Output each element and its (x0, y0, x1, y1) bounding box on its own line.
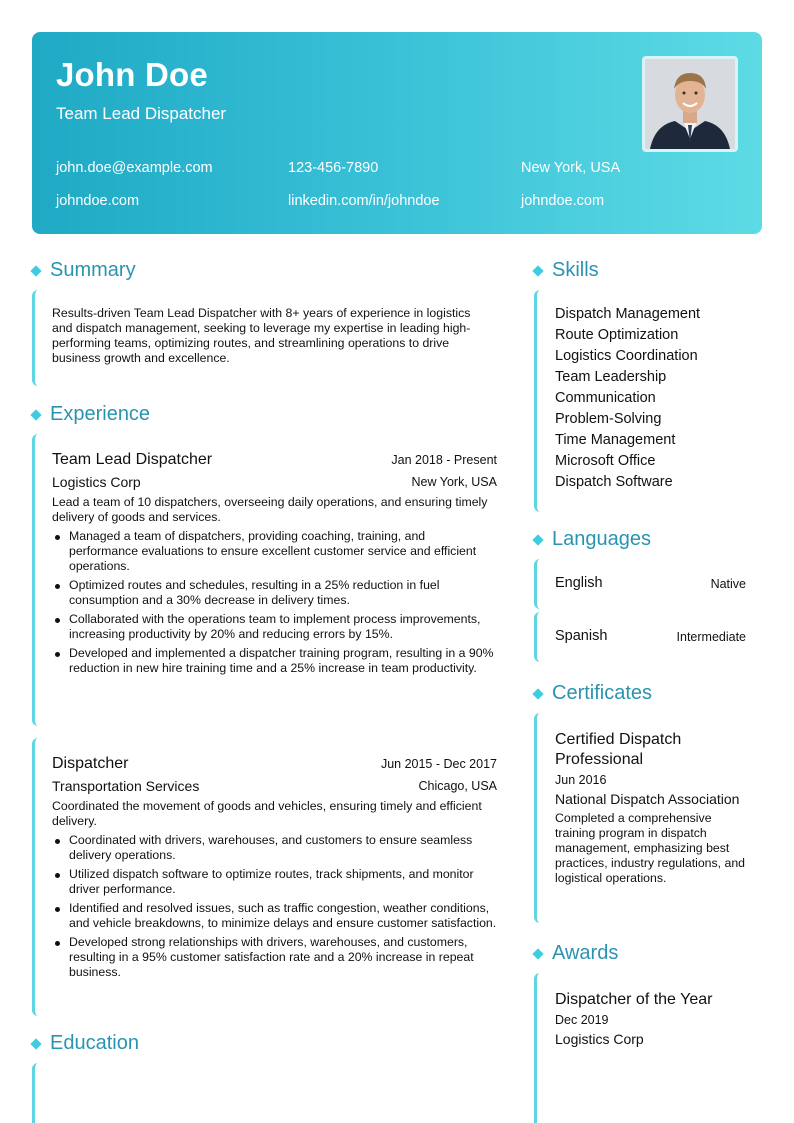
skill-item: Route Optimization (555, 327, 679, 343)
summary-text: Results-driven Team Lead Dispatcher with 8+ years of experience in logistics and dispatch management, seeking to leverage my expertise in leading high-performing teams, optimizing routes, and streamlining operations to drive business growth and excellence. (52, 306, 471, 365)
contact-linkedin[interactable]: linkedin.com/in/johndoe (288, 193, 440, 209)
job-bullets (52, 833, 497, 980)
language-item (534, 612, 762, 662)
section-skills (532, 259, 599, 282)
skill-item: Time Management (555, 432, 676, 448)
award-title: Dispatcher of the Year (555, 991, 713, 1008)
language-item (534, 559, 762, 609)
section-certificates (532, 682, 652, 705)
skill-item: Problem-Solving (555, 411, 662, 427)
job-bullet: Developed and implemented a dispatcher training program, resulting in a 90% reduction in new hire training time and a 25% increase in team productivity. (52, 646, 497, 676)
candidate-name: John Doe (56, 56, 208, 93)
profile-photo (642, 56, 738, 152)
award-issuer: Logistics Corp (555, 1031, 644, 1047)
contact-website-secondary[interactable]: johndoe.com (521, 193, 605, 209)
certificate-title: Certified Dispatch Professional (555, 731, 682, 768)
contact-location: New York, USA (521, 160, 621, 176)
candidate-role: Team Lead Dispatcher (56, 104, 227, 123)
diamond-icon (532, 534, 543, 545)
language-name: Spanish (555, 628, 608, 644)
job-description: Lead a team of 10 dispatchers, overseeing daily operations, and ensuring timely delivery of goods and services. (52, 495, 488, 524)
section-summary-title: Summary (50, 259, 136, 281)
skills-block (534, 290, 762, 512)
skill-item: Dispatch Management (555, 306, 701, 322)
diamond-icon (532, 948, 543, 959)
section-experience (30, 403, 150, 426)
job-company: Logistics Corp (52, 474, 141, 490)
section-languages (532, 528, 651, 551)
language-level: Intermediate (676, 630, 746, 644)
section-awards (532, 942, 618, 965)
job-title: Team Lead Dispatcher (52, 451, 213, 468)
skill-item: Communication (555, 390, 656, 406)
job-bullet: Utilized dispatch software to optimize routes, track shipments, and monitor driver performance. (52, 867, 497, 897)
summary-block (32, 290, 498, 386)
section-experience-title: Experience (50, 403, 151, 425)
job-bullet: Developed strong relationships with drivers, warehouses, and customers, resulting in a 95% customer satisfaction rate and a 20% increase in repeat business. (52, 935, 497, 980)
diamond-icon (30, 409, 41, 420)
award-date: Dec 2019 (555, 1013, 609, 1027)
skill-item: Microsoft Office (555, 453, 656, 469)
section-awards-title: Awards (552, 942, 619, 964)
skill-item: Team Leadership (555, 369, 667, 385)
job-bullets (52, 529, 497, 676)
job-title: Dispatcher (52, 755, 129, 772)
job-location: New York, USA (411, 475, 497, 489)
contact-website[interactable]: johndoe.com (56, 193, 140, 209)
certificate-description: Completed a comprehensive training program in dispatch management, emphasizing best practices, industry regulations, and logistical operations. (555, 811, 746, 885)
job-bullet: Optimized routes and schedules, resulting in a 25% reduction in fuel consumption and a 30% decrease in delivery times. (52, 578, 497, 608)
resume-header (32, 32, 762, 234)
language-name: English (555, 575, 603, 591)
award-item (534, 973, 762, 1123)
experience-item (32, 434, 498, 726)
section-summary (30, 259, 136, 282)
contact-phone[interactable]: 123-456-7890 (288, 160, 379, 176)
education-block (32, 1063, 498, 1123)
certificate-item (534, 713, 762, 923)
job-bullet: Coordinated with drivers, warehouses, and customers to ensure seamless delivery operations. (52, 833, 497, 863)
section-certificates-title: Certificates (552, 682, 653, 704)
section-skills-title: Skills (552, 259, 599, 281)
section-languages-title: Languages (552, 528, 651, 550)
job-bullet: Identified and resolved issues, such as traffic congestion, weather conditions, and vehicle breakdowns, to minimize delays and ensure customer satisfaction. (52, 901, 497, 931)
certificate-date: Jun 2016 (555, 773, 607, 787)
language-level: Native (710, 577, 746, 591)
diamond-icon (532, 265, 543, 276)
job-dates: Jun 2015 - Dec 2017 (380, 757, 497, 771)
profile-photo-icon (645, 59, 735, 149)
skill-item: Logistics Coordination (555, 348, 698, 364)
diamond-icon (30, 265, 41, 276)
contact-email[interactable]: john.doe@example.com (56, 160, 213, 176)
certificate-issuer: National Dispatch Association (555, 791, 740, 807)
experience-item (32, 738, 498, 1016)
job-dates: Jan 2018 - Present (391, 453, 497, 467)
job-bullet: Managed a team of dispatchers, providing coaching, training, and performance evaluations to ensure excellent customer service and efficient operations. (52, 529, 497, 574)
skill-item: Dispatch Software (555, 474, 673, 490)
diamond-icon (30, 1038, 41, 1049)
section-education-title: Education (50, 1032, 139, 1054)
section-education (30, 1032, 139, 1055)
job-bullet: Collaborated with the operations team to implement process improvements, increasing productivity by 20% and reducing errors by 15%. (52, 612, 497, 642)
job-location: Chicago, USA (418, 779, 497, 793)
diamond-icon (532, 688, 543, 699)
job-company: Transportation Services (52, 778, 200, 794)
job-description: Coordinated the movement of goods and vehicles, ensuring timely and efficient delivery. (52, 799, 482, 828)
